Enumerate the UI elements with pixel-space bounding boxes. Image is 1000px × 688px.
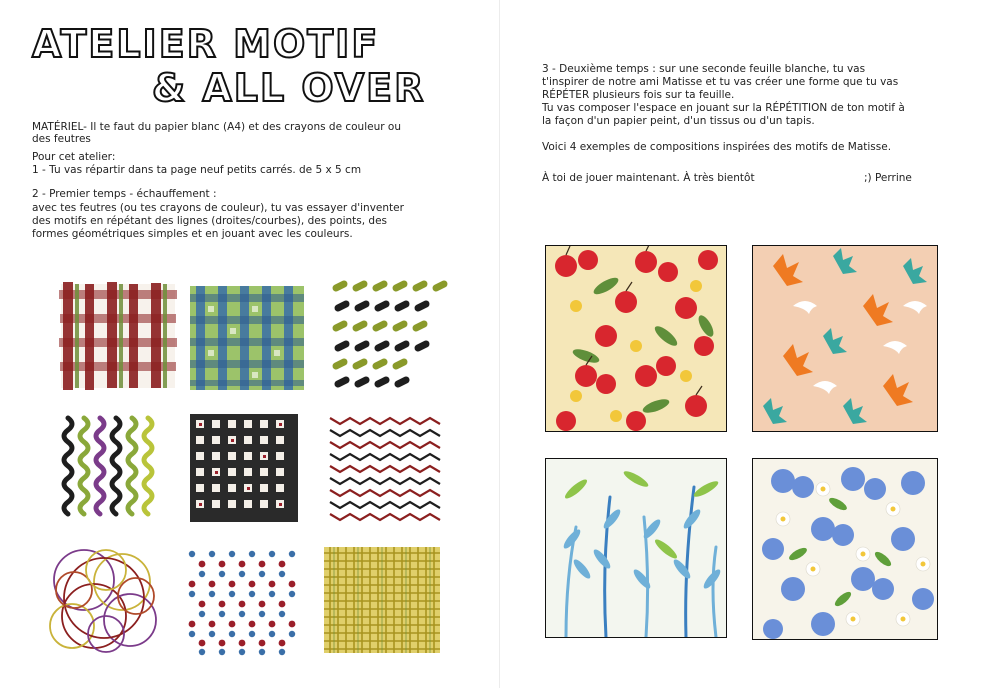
step2-text-1: avec tes feutres (ou tes crayons de couleur), tu vas essayer d'inventer	[32, 202, 404, 214]
pour-atelier-text: Pour cet atelier:	[32, 151, 116, 163]
plaid-red-tile	[57, 280, 179, 392]
step3-text-2: t'inspirer de notre ami Matisse et tu vas créer une forme que tu vas	[542, 76, 899, 88]
step3-text-1: 3 - Deuxième temps : sur une seconde feuille blanche, tu vas	[542, 63, 866, 75]
step3-text-4: Tu vas composer l'espace en jouant sur la RÉPÉTITION de ton motif à	[542, 102, 905, 114]
wavy-lines-tile	[60, 412, 170, 522]
matisse-leaves-image	[545, 458, 727, 638]
dash-pattern-tile	[330, 278, 450, 390]
step1-text: 1 - Tu vas répartir dans ta page neuf petits carrés. de 5 x 5 cm	[32, 164, 362, 176]
title-line-1: ATELIER MOTIF	[32, 22, 380, 66]
step3-text-3: RÉPÉTER plusieurs fois sur ta feuille.	[542, 89, 735, 101]
step2-text-2: des motifs en répétant des lignes (droites/courbes), des points, des	[32, 215, 388, 227]
mustard-mesh-tile	[322, 545, 442, 655]
dark-grid-tile	[188, 412, 300, 524]
step2-text-3: formes géométriques simples et en jouant avec les couleurs.	[32, 228, 353, 240]
step3-text-5: la façon d'un papier peint, d'un tissus ou d'un tapis.	[542, 115, 815, 127]
materiel-text-2: des feutres	[32, 133, 91, 145]
scribble-circles-tile	[44, 540, 164, 658]
signature-text: ;) Perrine	[864, 172, 912, 184]
title-line-2: & ALL OVER	[152, 66, 426, 110]
plaid-green-tile	[188, 284, 306, 392]
zigzag-tile	[326, 410, 450, 522]
matisse-birds-image	[752, 245, 938, 432]
step2-title: 2 - Premier temps - échauffement :	[32, 188, 217, 200]
examples-text: Voici 4 exemples de compositions inspirées des motifs de Matisse.	[542, 141, 892, 153]
closing-text: À toi de jouer maintenant. À très bientôt	[542, 172, 755, 184]
dots-tile	[186, 548, 298, 658]
matisse-berries-image	[752, 458, 938, 640]
right-page	[500, 0, 1000, 688]
materiel-text-1: MATÉRIEL- Il te faut du papier blanc (A4) et des crayons de couleur ou	[32, 121, 401, 133]
matisse-cherries-image	[545, 245, 727, 432]
